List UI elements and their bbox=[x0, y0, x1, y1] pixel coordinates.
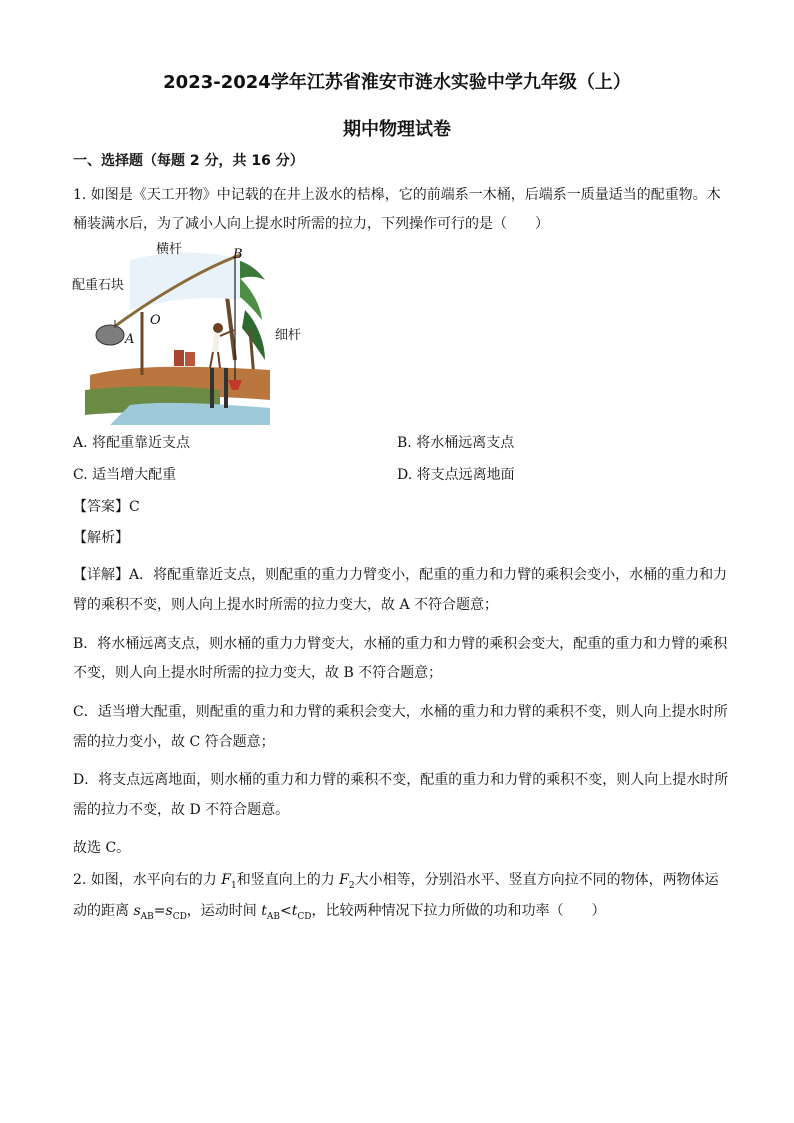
q2-sub-cd-1: CD bbox=[172, 911, 187, 922]
q1-answer: 【答案】C bbox=[73, 499, 140, 515]
q2-distance-symbol-1: s bbox=[133, 903, 141, 919]
q2-line1-mid: 和竖直向上的力 bbox=[236, 872, 340, 888]
q1-option-b: B. 将水桶远离支点 bbox=[397, 435, 515, 451]
q2-line1-pre: 2. 如图，水平向右的力 bbox=[73, 872, 222, 888]
q1-detail-line2: 臂的乘积不变，则人向上提水时所需的拉力变大，故 A 不符合题意； bbox=[73, 597, 499, 613]
q1-conclusion: 故选 C。 bbox=[73, 840, 131, 856]
q1-detail-line4: 不变，则人向上提水时所需的拉力变大，故 B 不符合题意； bbox=[73, 665, 443, 681]
q1-detail-line6: 需的拉力变小，故 C 符合题意； bbox=[73, 734, 275, 750]
q1-stem-line2: 桶装满水后，为了减小人向上提水时所需的拉力，下列操作可行的是（ ） bbox=[73, 216, 549, 232]
q2-less-than-sign: < bbox=[280, 903, 292, 919]
q2-stem-line2 bbox=[73, 900, 723, 922]
well-sweep-figure bbox=[70, 240, 302, 425]
q1-detail-line5: C．适当增大配重，则配重的重力和力臂的乘积会变大，水桶的重力和力臂的乘积不变，则人向上提水时所 bbox=[73, 704, 728, 720]
q1-detail-line7: D．将支点远离地面，则水桶的重力和力臂的乘积不变，配重的重力和力臂的乘积不变，则人向上提水时所 bbox=[73, 772, 729, 788]
q2-force-symbol-1: F bbox=[221, 872, 231, 888]
q1-option-d: D. 将支点远离地面 bbox=[397, 467, 515, 483]
q1-detail-line3: B．将水桶远离支点，则水桶的重力力臂变大，水桶的重力和力臂的乘积会变大，配重的重力和力臂的乘积 bbox=[73, 636, 728, 652]
q1-option-a: A. 将配重靠近支点 bbox=[73, 435, 191, 451]
q1-detail-line1: 【详解】A．将配重靠近支点，则配重的重力力臂变小，配重的重力和力臂的乘积会变小，水桶的重力和力 bbox=[73, 567, 728, 583]
label-point-b: B bbox=[233, 247, 243, 262]
q2-sub-cd-2: CD bbox=[297, 911, 312, 922]
exam-title-line1: 2023-2024学年江苏省淮安市涟水实验中学九年级（上） bbox=[163, 72, 631, 93]
q2-time-symbol-1: t bbox=[261, 903, 267, 919]
q2-equals-sign: = bbox=[153, 903, 166, 919]
label-thin-pole: 细杆 bbox=[275, 328, 302, 343]
q2-force-sub-1: 1 bbox=[230, 880, 237, 891]
q2-line2-mid: ，运动时间 bbox=[186, 903, 262, 919]
label-crossbar: 横杆 bbox=[156, 242, 183, 257]
q2-force-symbol-2: F bbox=[339, 872, 349, 888]
q2-distance-symbol-2: s bbox=[165, 903, 173, 919]
q1-option-c: C. 适当增大配重 bbox=[73, 467, 177, 483]
exam-title-line2: 期中物理试卷 bbox=[343, 119, 451, 140]
well-sweep-illustration bbox=[70, 240, 270, 425]
section-heading: 一、选择题（每题 2 分，共 16 分） bbox=[73, 153, 304, 169]
q2-time-symbol-2: t bbox=[291, 903, 298, 919]
q2-sub-ab-1: AB bbox=[140, 911, 154, 922]
q1-analysis-label: 【解析】 bbox=[73, 530, 129, 546]
label-counterweight: 配重石块 bbox=[72, 278, 125, 293]
q2-line2-pre: 动的距离 bbox=[73, 903, 134, 919]
q2-line1-post: 大小相等，分别沿水平、竖直方向拉不同的物体，两物体运 bbox=[354, 872, 719, 888]
label-point-o: O bbox=[150, 313, 161, 328]
q1-stem-line1: 1. 如图是《天工开物》中记载的在井上汲水的桔槔，它的前端系一木桶，后端系一质量适当的配重物。木 bbox=[73, 187, 721, 203]
q2-force-sub-2: 2 bbox=[348, 880, 355, 891]
q2-stem-line1 bbox=[73, 869, 723, 891]
label-point-a: A bbox=[125, 332, 135, 347]
q1-detail-line8: 需的拉力不变，故 D 不符合题意。 bbox=[73, 802, 290, 818]
q2-sub-ab-2: AB bbox=[266, 911, 281, 922]
q2-line2-post: ，比较两种情况下拉力所做的功和功率（ ） bbox=[311, 903, 606, 919]
